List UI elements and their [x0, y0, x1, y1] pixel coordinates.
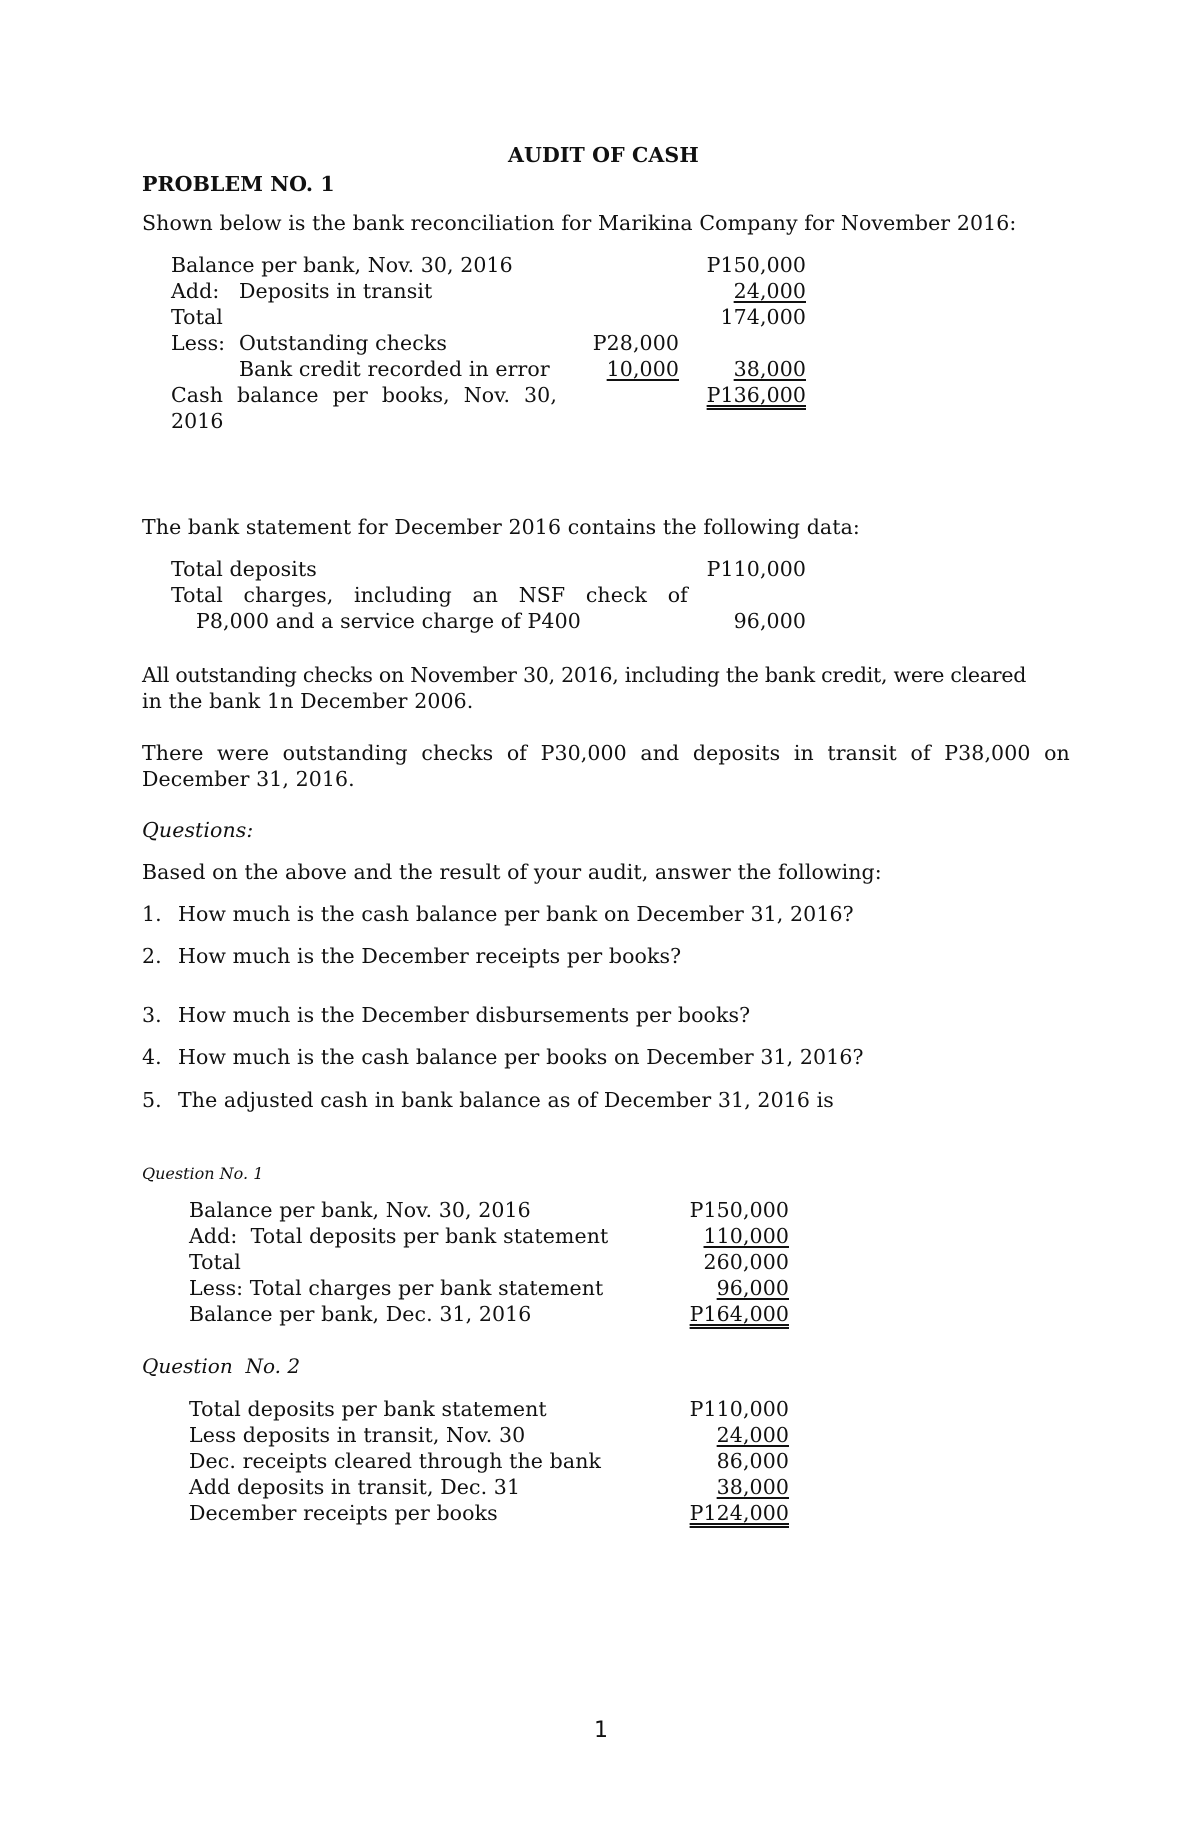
recon-less-total — [660, 356, 806, 382]
recon-cash-label-d: books, — [381, 383, 450, 407]
recon-total-value: 174,000 — [720, 305, 806, 329]
recon-add-value — [660, 278, 806, 304]
q2-row-value-text: 38,000 — [716, 1475, 789, 1499]
questions-intro: Based on the above and the result of your audit, answer the following: — [142, 860, 882, 884]
recon-less-item2-value-text: 10,000 — [606, 357, 679, 381]
question-number: 2. — [142, 944, 162, 968]
question-number: 1. — [142, 902, 162, 926]
dec-deposits-value: P110,000 — [706, 557, 806, 581]
q2-row-value-text: 24,000 — [716, 1423, 789, 1447]
paragraph-outstanding-line2: December 31, 2016. — [142, 767, 355, 791]
q2-row-label: Less deposits in transit, Nov. 30 — [189, 1423, 526, 1447]
q1-row-label: Balance per bank, Dec. 31, 2016 — [189, 1302, 532, 1326]
dec-charges-text: Total charges, including an NSF check of — [171, 583, 688, 607]
recon-cash-label-b: balance — [236, 383, 319, 407]
recon-add-value-text: 24,000 — [733, 279, 806, 303]
q1-row-value — [646, 1223, 789, 1249]
question-item — [142, 1044, 864, 1070]
recon-less-total-text: 38,000 — [733, 357, 806, 381]
recon-add-label: Add: — [171, 279, 220, 303]
question-text: How much is the cash balance per books on December 31, 2016? — [178, 1045, 864, 1069]
question1-solution-label: Question No. 1 — [142, 1164, 264, 1183]
recon-cash-label-f: 30, — [524, 383, 557, 407]
page-number: 1 — [594, 1718, 608, 1743]
question2-solution-label: Question No. 2 — [142, 1354, 301, 1378]
recon-add-item: Deposits in transit — [239, 279, 433, 303]
problem-heading: PROBLEM NO. 1 — [142, 172, 335, 196]
q2-row-value — [646, 1500, 789, 1526]
questions-heading: Questions: — [142, 818, 254, 842]
recon-less-label: Less: — [171, 331, 226, 355]
document-title: AUDIT OF CASH — [508, 143, 699, 167]
q1-row-value — [646, 1301, 789, 1327]
intro-text: Shown below is the bank reconciliation for Marikina Company for November 2016: — [142, 211, 1017, 235]
dec-deposits-label: Total deposits — [171, 557, 317, 581]
question-text: How much is the cash balance per bank on December 31, 2016? — [178, 902, 854, 926]
question-text: How much is the December receipts per books? — [178, 944, 682, 968]
question-item — [142, 943, 681, 969]
q2-row-label: Add deposits in transit, Dec. 31 — [189, 1475, 521, 1499]
recon-balance-value: P150,000 — [706, 253, 806, 277]
recon-cash-label-e: Nov. — [463, 383, 511, 407]
recon-less-item2: Bank credit recorded in error — [239, 357, 550, 381]
q1-row-value-text: 110,000 — [703, 1224, 789, 1248]
q1-row-label: Total — [189, 1250, 241, 1274]
question-text: The adjusted cash in bank balance as of December 31, 2016 is — [178, 1088, 834, 1112]
paragraph-outstanding-line1: There were outstanding checks of P30,000 and deposits in transit of P38,000 on — [142, 741, 1070, 765]
paragraph-cleared-line2: in the bank 1n December 2006. — [142, 689, 474, 713]
recon-less-item1-value: P28,000 — [592, 331, 679, 355]
q2-row-value — [646, 1422, 789, 1448]
question-item — [142, 1002, 750, 1028]
december-intro: The bank statement for December 2016 contains the following data: — [142, 515, 860, 539]
q1-row-value: P150,000 — [689, 1198, 789, 1222]
question-text: How much is the December disbursements per books? — [178, 1003, 751, 1027]
q1-row-label: Add: Total deposits per bank statement — [189, 1224, 609, 1248]
dec-charges-line2: P8,000 and a service charge of P400 — [196, 609, 581, 633]
recon-total-label: Total — [171, 305, 223, 329]
q2-row-value-text: P124,000 — [689, 1501, 789, 1525]
question-number: 4. — [142, 1045, 162, 1069]
dec-charges-line1 — [171, 582, 688, 608]
recon-cash-label-year: 2016 — [171, 409, 224, 433]
q2-row-value: 86,000 — [716, 1449, 789, 1473]
q1-row-label: Less: Total charges per bank statement — [189, 1276, 604, 1300]
question-item — [142, 1087, 834, 1113]
q2-row-value: P110,000 — [689, 1397, 789, 1421]
q2-row-label: Dec. receipts cleared through the bank — [189, 1449, 602, 1473]
question-item — [142, 901, 854, 927]
q2-row-label: Total deposits per bank statement — [189, 1397, 547, 1421]
recon-cash-value — [660, 382, 806, 408]
q1-row-label: Balance per bank, Nov. 30, 2016 — [189, 1198, 531, 1222]
recon-less-item1: Outstanding checks — [239, 331, 447, 355]
dec-charges-value: 96,000 — [733, 609, 806, 633]
q1-row-value-text: P164,000 — [689, 1302, 789, 1326]
recon-cash-label — [171, 382, 557, 408]
recon-cash-value-text: P136,000 — [706, 383, 806, 407]
q1-row-value-text: 96,000 — [716, 1276, 789, 1300]
paragraph-cleared-line1: All outstanding checks on November 30, 2016, including the bank credit, were cleared — [142, 663, 1027, 687]
question-number: 3. — [142, 1003, 162, 1027]
recon-cash-label-c: per — [332, 383, 368, 407]
q2-row-value — [646, 1474, 789, 1500]
recon-balance-label: Balance per bank, Nov. 30, 2016 — [171, 253, 513, 277]
q1-row-value — [646, 1275, 789, 1301]
q1-row-value: 260,000 — [703, 1250, 789, 1274]
recon-cash-label-a: Cash — [171, 383, 224, 407]
question-number: 5. — [142, 1088, 162, 1112]
q2-row-label: December receipts per books — [189, 1501, 498, 1525]
